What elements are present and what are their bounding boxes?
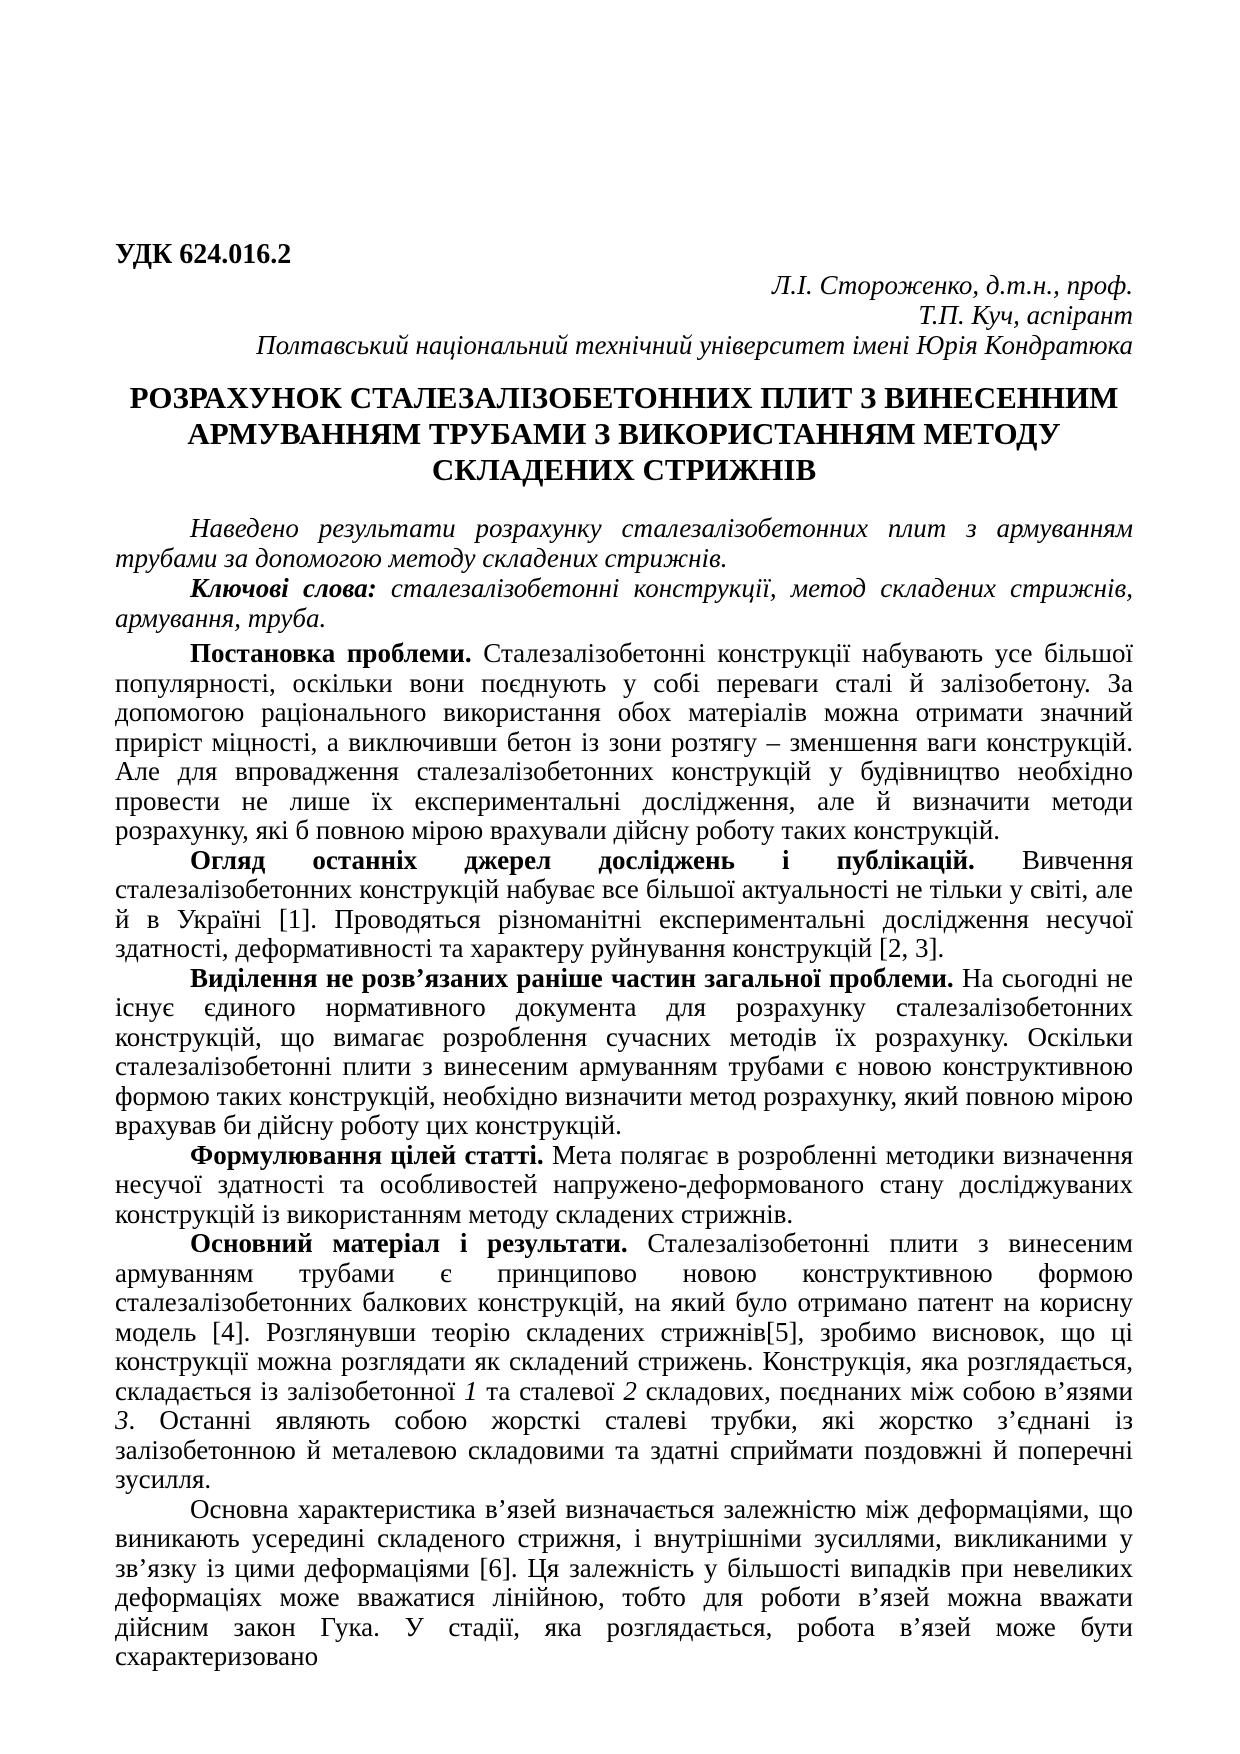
paragraph-text: Вивчення сталезалізобетонних конструкцій набуває все більшої актуальності не тільки у світі, але й в Україні [1]. Проводяться різноманітні експериментальні дослідження несучої здатності, деформативності та характеру руйнування конструкцій [2, 3]. bbox=[115, 844, 1133, 963]
paragraph-lead: Основний матеріал і результати. bbox=[190, 1228, 628, 1258]
paragraph-ties-characteristic bbox=[115, 1495, 1133, 1672]
paragraph-text: та сталевої bbox=[477, 1375, 624, 1406]
paragraph-text: Мета полягає в розробленні методики визначення несучої здатності та особливостей напружено-деформованого стану досліджуваних конструкцій із використанням методу складених стрижнів. bbox=[115, 1139, 1133, 1229]
paragraph-text: Сталезалізобетонні плити з винесеним армуванням трубами є принципово новою конструктивною формою сталезалізобетонних балкових конструкцій, на який було отримано патент на корисну модель [4]. Розглянувши теорію складених стрижнів[5], зробимо висновок, що ці конструкції можна розглядати як складений стрижень. Конструкція, яка розглядається, складається із залізобетонної bbox=[115, 1228, 1133, 1406]
paragraph-problem-statement bbox=[115, 639, 1133, 846]
udc-code: УДК 624.016.2 bbox=[115, 239, 292, 270]
paragraph-text: На сьогодні не існує єдиного нормативного документа для розрахунку сталезалізобетонних конструкцій, що вимагає розроблення сучасних методів їх розрахунку. Оскільки сталезалізобетонні плити з винесеним армуванням трубами є новою конструктивною формою таких конструкцій, необхідно визначити метод розрахунку, який повною мірою врахував би дійсну роботу цих конструкцій. bbox=[115, 962, 1133, 1140]
paragraph-lead: Постановка проблеми. bbox=[190, 638, 472, 668]
keywords-text: сталезалізобетонні конструкції, метод складених стрижнів, армування, труба. bbox=[115, 573, 1134, 633]
paragraph-lead: Виділення не розв’язаних раніше частин загальної проблеми. bbox=[190, 962, 954, 993]
abstract-block bbox=[115, 513, 1133, 633]
paragraph-unsolved-parts bbox=[115, 964, 1133, 1141]
title-line-3: СКЛАДЕНИХ СТРИЖНІВ bbox=[431, 452, 817, 487]
component-number-1: 1 bbox=[463, 1375, 478, 1406]
author-line-2: Т.П. Куч, аспірант bbox=[918, 300, 1133, 330]
affiliation: Полтавський національний технічний університет імені Юрія Кондратюка bbox=[256, 330, 1133, 360]
author-line-1: Л.І. Стороженко, д.т.н., проф. bbox=[771, 270, 1133, 300]
component-number-3: 3 bbox=[115, 1405, 129, 1435]
paragraph-main-material bbox=[115, 1229, 1133, 1495]
abstract-text: Наведено результати розрахунку сталезалізобетонних плит з армуванням трубами за допомогою методу складених стрижнів. bbox=[115, 513, 1133, 573]
keywords-label: Ключові слова: bbox=[190, 573, 377, 603]
author-block bbox=[115, 270, 1133, 360]
article-title bbox=[115, 380, 1133, 488]
paragraph-sources-review bbox=[115, 846, 1133, 964]
paragraph-text: . Останні являють собою жорсткі сталеві трубки, які жорстко з’єднані із залізобетонною й металевою складовими та здатні сприймати поздовжні й поперечні зусилля. bbox=[115, 1405, 1133, 1494]
paragraph-text: Сталезалізобетонні конструкції набувають усе більшої популярності, оскільки вони поєднують у собі переваги сталі й залізобетону. За допомогою раціонального використання обох матеріалів можна отримати значний приріст міцності, а виключивши бетон із зони розтягу – зменшення ваги конструкцій. Але для впровадження сталезалізобетонних конструкцій у будівництво необхідно провести не лише їх експериментальні дослідження, але й визначити методи розрахунку, які б повною мірою врахували дійсну роботу таких конструкцій. bbox=[115, 638, 1133, 845]
keywords-line bbox=[115, 573, 1133, 633]
title-line-1: РОЗРАХУНОК СТАЛЕЗАЛІЗОБЕТОННИХ ПЛИТ З ВИНЕСЕННИМ bbox=[129, 380, 1119, 415]
paragraph-text: Основна характеристика в’язей визначається залежністю між деформаціями, що виникають усередині складеного стрижня, і внутрішніми зусиллями, викликаними у зв’язку із цими деформаціями [6]. Ця залежність у більшості випадків при невеликих деформаціях може вважатися лінійною, тобто для роботи в’язей можна вважати дійсним закон Гука. У стадії, яка розглядається, робота в’язей може бути схарактеризовано bbox=[115, 1493, 1133, 1671]
title-line-2: АРМУВАННЯМ ТРУБАМИ З ВИКОРИСТАННЯМ МЕТОДУ bbox=[187, 416, 1061, 451]
component-number-2: 2 bbox=[623, 1375, 637, 1406]
paragraph-text: складових, поєднаних між собою в’язями bbox=[636, 1375, 1133, 1406]
paragraph-lead: Огляд останніх джерел досліджень і публікацій. bbox=[190, 844, 975, 875]
article-body bbox=[115, 639, 1133, 1672]
paragraph-article-goals bbox=[115, 1141, 1133, 1230]
paragraph-lead: Формулювання цілей статті. bbox=[190, 1139, 544, 1170]
